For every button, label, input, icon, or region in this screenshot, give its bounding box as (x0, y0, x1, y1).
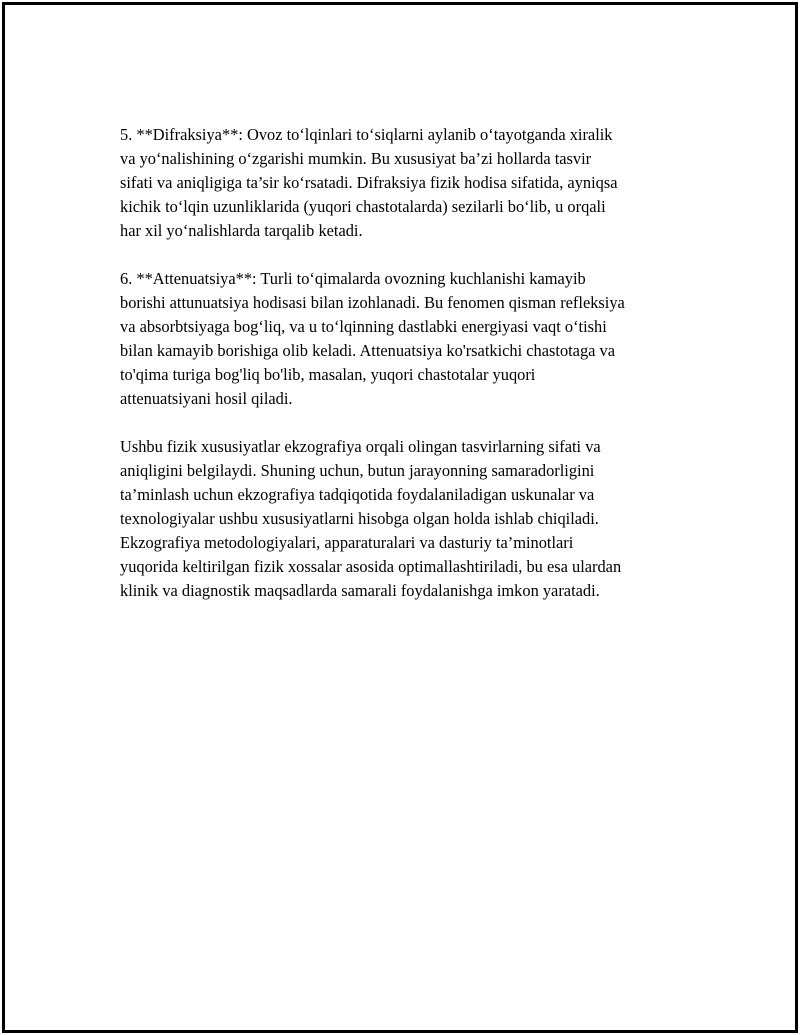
paragraph-difraksiya: 5. **Difraksiya**: Ovoz to‘lqinlari to‘siqlarni aylanib o‘tayotganda xiralik va yo‘nalishining o‘zgarishi mumkin. Bu xususiyat ba’zi hollarda tasvir sifati va aniqligiga ta’sir ko‘rsatadi. Difraksiya fizik hodisa sifatida, ayniqsa kichik to‘lqin uzunliklarida (yuqori chastotalarda) sezilarli bo‘lib, u orqali har xil yo‘nalishlarda tarqalib ketadi. (120, 125, 618, 240)
paragraph-attenuatsiya: 6. **Attenuatsiya**: Turli to‘qimalarda ovozning kuchlanishi kamayib borishi attunuatsiya hodisasi bilan izohlanadi. Bu fenomen qisman refleksiya va absorbtsiyaga bog‘liq, va u to‘lqinning dastlabki energiyasi vaqt o‘tishi bilan kamayib borishiga olib keladi. Attenuatsiya ko'rsatkichi chastotaga va to'qima turiga bog'liq bo'lib, masalan, yuqori chastotalar yuqori attenuatsiyani hosil qiladi. (120, 269, 625, 408)
page-frame (2, 2, 798, 1033)
document-body (120, 123, 692, 627)
paragraph-summary: Ushbu fizik xususiyatlar ekzografiya orqali olingan tasvirlarning sifati va aniqligini belgilaydi. Shuning uchun, butun jarayonning samaradorligini ta’minlash uchun ekzografiya tadqiqotida foydalaniladigan uskunalar va texnologiyalar ushbu xususiyatlarni hisobga olgan holda ishlab chiqiladi. Ekzografiya metodologiyalari, apparaturalari va dasturiy ta’minotlari yuqorida keltirilgan fizik xossalar asosida optimallashtiriladi, bu esa ulardan klinik va diagnostik maqsadlarda samarali foydalanishga imkon yaratadi. (120, 437, 622, 600)
